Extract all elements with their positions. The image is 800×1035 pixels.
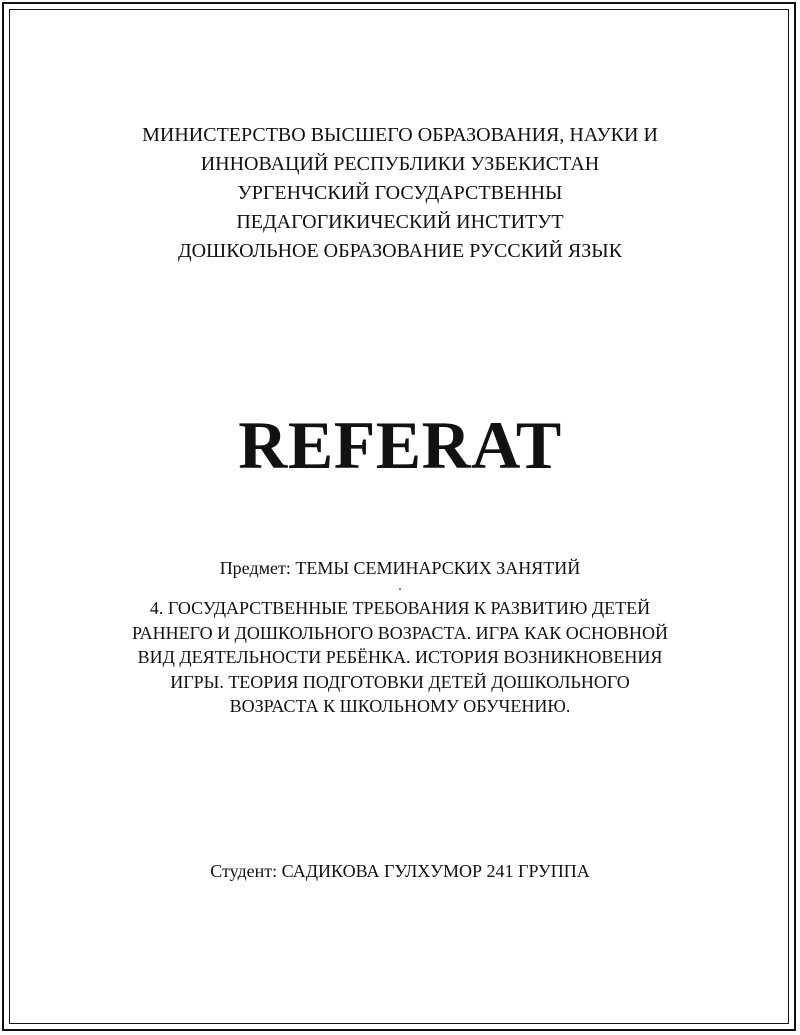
student-info: Студент: САДИКОВА ГУЛХУМОР 241 ГРУППА xyxy=(210,861,590,881)
document-title: REFERAT xyxy=(238,407,562,483)
institution-header xyxy=(60,121,740,266)
subject-line: Предмет: ТЕМЫ СЕМИНАРСКИХ ЗАНЯТИЙ xyxy=(219,558,581,578)
topic-line: ВОЗРАСТА К ШКОЛЬНОМУ ОБУЧЕНИЮ. xyxy=(229,696,571,716)
header-line-republic: ИННОВАЦИЙ РЕСПУБЛИКИ УЗБЕКИСТАН xyxy=(200,153,600,175)
header-line-ministry: МИНИСТЕРСТВО ВЫСШЕГО ОБРАЗОВАНИЯ, НАУКИ И xyxy=(142,124,658,146)
topic-line: ВИД ДЕЯТЕЛЬНОСТИ РЕБЁНКА. ИСТОРИЯ ВОЗНИКНОВЕНИЯ xyxy=(137,647,663,667)
separator-dot: . xyxy=(398,579,402,594)
topic-line: 4. ГОСУДАРСТВЕННЫЕ ТРЕБОВАНИЯ К РАЗВИТИЮ ДЕТЕЙ xyxy=(149,598,651,618)
header-line-faculty: ДОШКОЛЬНОЕ ОБРАЗОВАНИЕ РУССКИЙ ЯЗЫК xyxy=(177,240,623,262)
topic-line: ИГРЫ. ТЕОРИЯ ПОДГОТОВКИ ДЕТЕЙ ДОШКОЛЬНОГО xyxy=(170,671,630,692)
header-line-institute: ПЕДАГОГИКИЧЕСКИЙ ИНСТИТУТ xyxy=(236,211,564,233)
topic-line: РАННЕГО И ДОШКОЛЬНОГО ВОЗРАСТА. ИГРА КАК ОСНОВНОЙ xyxy=(131,622,669,643)
header-line-university: УРГЕНЧСКИЙ ГОСУДАРСТВЕННЫ xyxy=(237,182,563,204)
subject-section xyxy=(60,556,740,719)
topic-text xyxy=(60,596,740,719)
